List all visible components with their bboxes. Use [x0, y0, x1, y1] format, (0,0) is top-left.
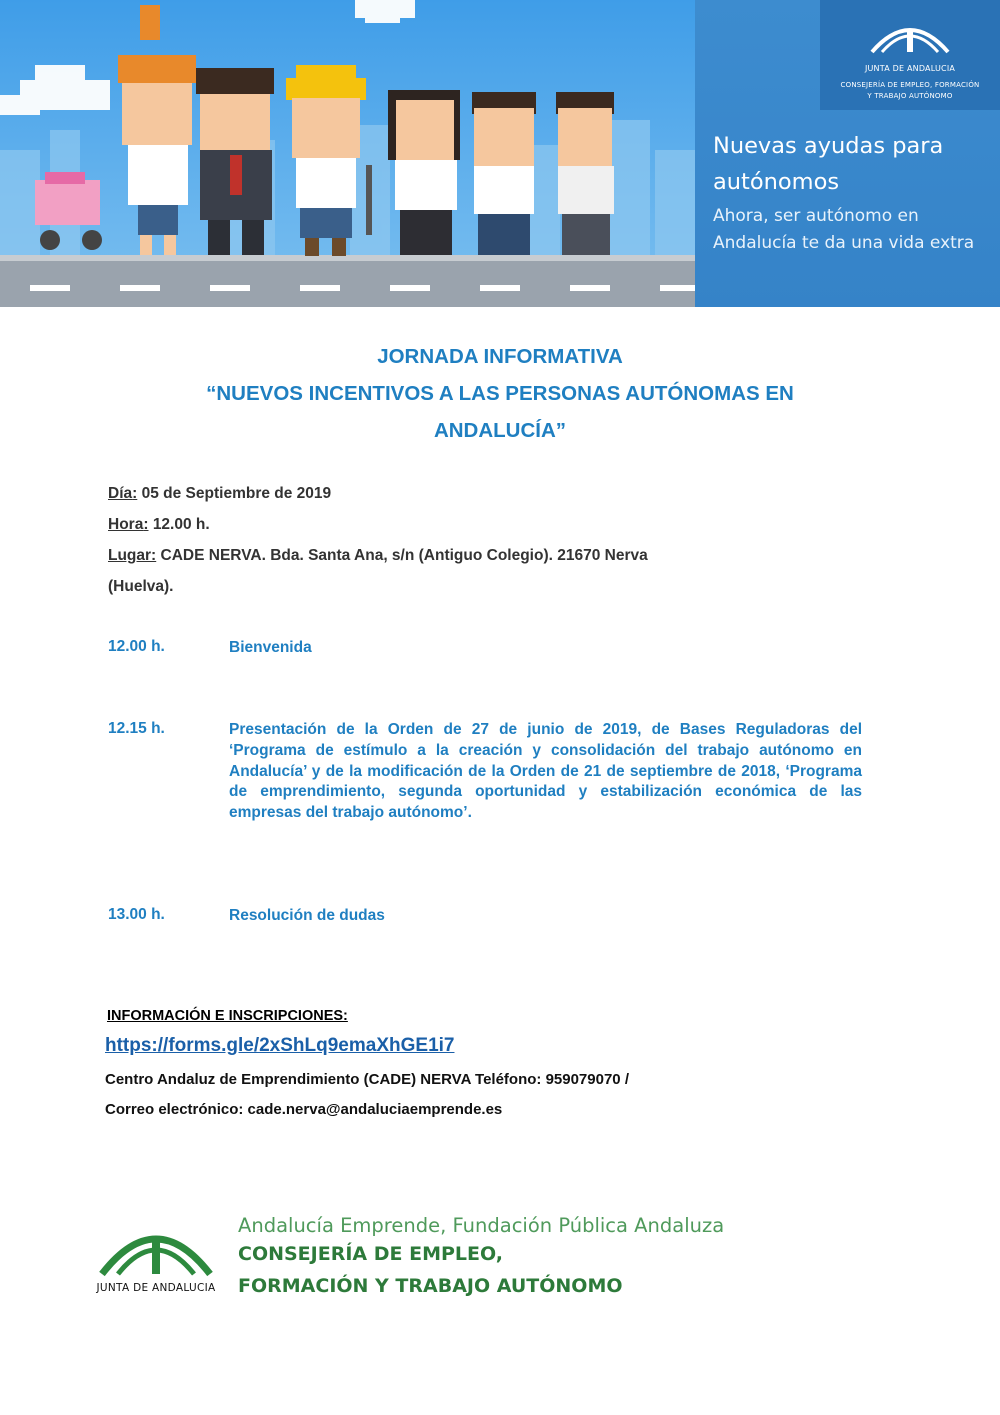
- dia-label: Día: [108, 485, 133, 502]
- footer-logo-name: JUNTA DE ANDALUCIA: [96, 1282, 216, 1294]
- agenda-time: 12.15 h.: [108, 720, 165, 737]
- banner-logo-dept-line2: Y TRABAJO AUTÓNOMO: [867, 92, 953, 100]
- hora-label: Hora: [108, 516, 144, 533]
- banner-sub-line1: Ahora, ser autónomo en: [713, 206, 919, 226]
- detail-hora: [108, 509, 748, 540]
- banner-heading-line2: autónomos: [713, 169, 840, 195]
- info-heading: INFORMACIÓN E INSCRIPCIONES:: [107, 1008, 348, 1024]
- info-email-line: Correo electrónico: cade.nerva@andaluciaemprende.es: [105, 1101, 503, 1118]
- banner-logo-box: [820, 0, 1000, 110]
- info-contact-line: Centro Andaluz de Emprendimiento (CADE) NERVA Teléfono: 959079070 /: [105, 1071, 629, 1088]
- agenda-time: 13.00 h.: [108, 906, 165, 923]
- agenda-text: Resolución de dudas: [229, 907, 385, 924]
- registration-link[interactable]: https://forms.gle/2xShLq9emaXhGE1i7: [105, 1035, 455, 1056]
- lugar-value-cont: (Huelva).: [108, 578, 174, 595]
- document-title: [0, 338, 1000, 449]
- banner-subheading: [713, 203, 974, 257]
- banner-logo-dept-line1: CONSEJERÍA DE EMPLEO, FORMACIÓN: [840, 81, 980, 89]
- footer-line2: CONSEJERÍA DE EMPLEO,: [238, 1243, 503, 1265]
- agenda-text: Presentación de la Orden de 27 de junio de 2019, de Bases Reguladoras del ‘Programa de estímulo a la creación y consolidación del trabajo autónomo en Andalucía’ y de la modificación de la Orden de 21 de septiembre de 2018, ‘Programa de emprendimiento, segunda oportunidad y estabilización económica de las empresas del trabajo autónomo’.: [229, 721, 862, 822]
- dia-value: 05 de Septiembre de 2019: [141, 485, 332, 502]
- junta-de-andalucia-logo: [868, 14, 952, 56]
- banner-sub-line2: Andalucía te da una vida extra: [713, 233, 975, 253]
- detail-lugar: [108, 540, 748, 571]
- footer-line3: FORMACIÓN Y TRABAJO AUTÓNOMO: [238, 1275, 623, 1297]
- detail-dia: [108, 478, 748, 509]
- title-line2: “NUEVOS INCENTIVOS A LAS PERSONAS AUTÓNOMAS EN: [206, 382, 794, 405]
- event-details: [108, 478, 748, 602]
- hora-colon: :: [143, 516, 149, 533]
- junta-de-andalucia-footer-logo: [96, 1212, 216, 1280]
- detail-lugar-cont: [108, 571, 748, 602]
- pixel-art-people-illustration: [0, 0, 695, 307]
- lugar-label: Lugar:: [108, 547, 157, 564]
- agenda-text: Bienvenida: [229, 639, 312, 656]
- hora-value: 12.00 h.: [152, 516, 210, 533]
- banner-heading: [713, 128, 943, 200]
- dia-colon: :: [132, 485, 138, 502]
- banner-heading-line1: Nuevas ayudas para: [713, 133, 944, 159]
- banner-logo-name: JUNTA DE ANDALUCIA: [864, 64, 956, 73]
- title-line1: JORNADA INFORMATIVA: [377, 345, 623, 368]
- agenda-time: 12.00 h.: [108, 638, 165, 655]
- lugar-value: CADE NERVA. Bda. Santa Ana, s/n (Antiguo Colegio). 21670 Nerva: [160, 547, 648, 564]
- title-line3: ANDALUCÍA”: [433, 419, 567, 442]
- footer-line1: Andalucía Emprende, Fundación Pública Andaluza: [238, 1214, 725, 1237]
- header-banner: [0, 0, 1000, 307]
